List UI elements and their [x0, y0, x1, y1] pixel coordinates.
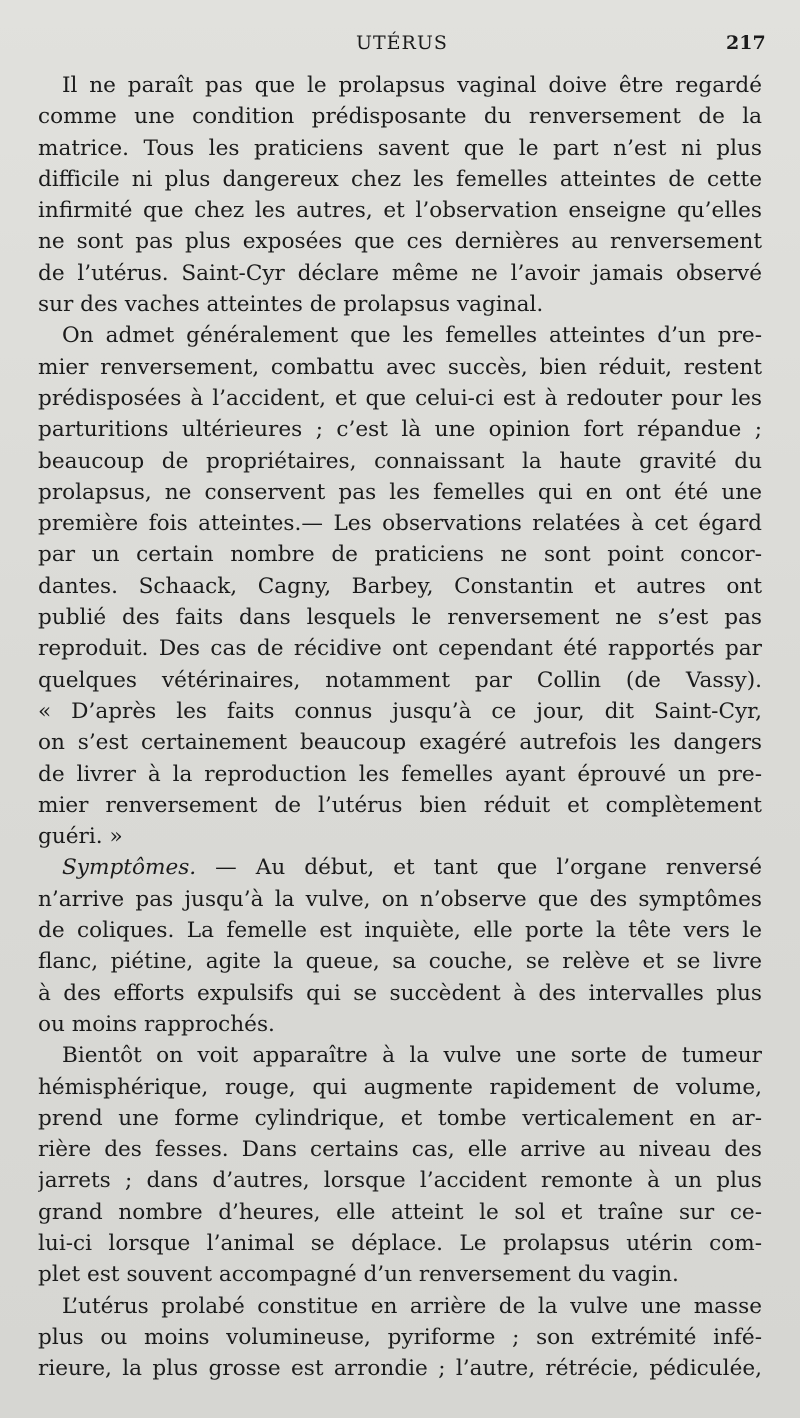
line-text: plus ou moins volumineuse, pyriforme ; son extrémité infé-	[38, 1324, 762, 1350]
text-line	[38, 1103, 762, 1134]
text-line	[38, 446, 762, 477]
text-line	[38, 164, 762, 195]
line-text: rieure, la plus grosse est arrondie ; l’autre, rétrécie, pédiculée,	[38, 1356, 762, 1382]
line-text: de coliques. La femelle est inquiète, elle porte la tête vers le	[38, 918, 762, 944]
line-text: de l’utérus. Saint-Cyr déclare même ne l’avoir jamais observé	[38, 260, 762, 286]
running-head: UTÉRUS	[356, 32, 448, 54]
section-heading: Symptômes.	[62, 855, 197, 881]
text-line	[38, 1165, 762, 1196]
text-line	[38, 602, 762, 633]
text-line	[38, 477, 762, 508]
text-line	[38, 133, 762, 164]
text-line	[38, 1009, 762, 1040]
line-text: n’arrive pas jusqu’à la vulve, on n’observe que des symptômes	[38, 886, 762, 912]
page-header	[0, 30, 800, 62]
line-text: — Au début, et tant que l’organe renversé	[196, 855, 762, 881]
text-line	[38, 759, 762, 790]
line-text: « D’après les faits connus jusqu’à ce jour, dit Saint-Cyr,	[38, 698, 762, 724]
line-text: lui-ci lorsque l’animal se déplace. Le prolapsus utérin com-	[38, 1230, 762, 1256]
line-text: matrice. Tous les praticiens savent que le part n’est ni plus	[38, 135, 762, 161]
line-text: L’utérus prolabé constitue en arrière de la vulve une masse	[62, 1293, 762, 1319]
line-text: reproduit. Des cas de récidive ont cependant été rapportés par	[38, 636, 762, 662]
text-line	[38, 1291, 762, 1322]
text-line	[38, 1040, 762, 1071]
text-line	[38, 320, 762, 351]
line-text: plet est souvent accompagné d’un renversement du vagin.	[38, 1262, 679, 1288]
line-text: publié des faits dans lesquels le renversement ne s’est pas	[38, 605, 762, 631]
line-text: comme une condition prédisposante du renversement de la	[38, 104, 762, 130]
line-text: rière des fesses. Dans certains cas, elle arrive au niveau des	[38, 1137, 762, 1163]
line-text: mier renversement, combattu avec succès, bien réduit, restent	[38, 354, 762, 380]
line-text: jarrets ; dans d’autres, lorsque l’accident remonte à un plus	[38, 1168, 762, 1194]
text-line	[38, 946, 762, 977]
page-number: 217	[726, 32, 766, 54]
text-line	[38, 1322, 762, 1353]
text-line	[38, 101, 762, 132]
line-text: quelques vétérinaires, notamment par Collin (de Vassy).	[38, 667, 762, 693]
line-text: flanc, piétine, agite la queue, sa couche, se relève et se livre	[38, 949, 762, 975]
line-text: prend une forme cylindrique, et tombe verticalement en ar-	[38, 1105, 762, 1131]
text-line	[38, 1072, 762, 1103]
text-line	[38, 852, 762, 883]
text-line	[38, 258, 762, 289]
text-line	[38, 383, 762, 414]
line-text: grand nombre d’heures, elle atteint le sol et traîne sur ce-	[38, 1199, 762, 1225]
text-line	[38, 226, 762, 257]
line-text: à des efforts expulsifs qui se succèdent à des intervalles plus	[38, 980, 762, 1006]
text-line	[38, 1353, 762, 1384]
line-text: ou moins rapprochés.	[38, 1011, 275, 1037]
line-text: de livrer à la reproduction les femelles ayant éprouvé un pre-	[38, 761, 762, 787]
text-line	[38, 727, 762, 758]
text-line	[38, 1228, 762, 1259]
text-line	[38, 633, 762, 664]
line-text: prédisposées à l’accident, et que celui-ci est à redouter pour les	[38, 385, 762, 411]
line-text: première fois atteintes.— Les observations relatées à cet égard	[38, 511, 762, 537]
text-line	[38, 665, 762, 696]
line-text: guéri. »	[38, 824, 123, 850]
text-line	[38, 790, 762, 821]
line-text: Il ne paraît pas que le prolapsus vaginal doive être regardé	[62, 73, 762, 98]
text-line	[38, 571, 762, 602]
text-line	[38, 352, 762, 383]
line-text: sur des vaches atteintes de prolapsus vaginal.	[38, 292, 544, 318]
line-text: parturitions ultérieures ; c’est là une opinion fort répandue ;	[38, 417, 762, 443]
text-line	[38, 1134, 762, 1165]
text-line	[38, 508, 762, 539]
line-text: dantes. Schaack, Cagny, Barbey, Constantin et autres ont	[38, 573, 762, 599]
text-line	[38, 696, 762, 727]
line-text: On admet généralement que les femelles atteintes d’un pre-	[62, 323, 762, 349]
text-line	[38, 70, 762, 101]
line-text: hémisphérique, rouge, qui augmente rapidement de volume,	[38, 1074, 762, 1100]
line-text: prolapsus, ne conservent pas les femelles qui en ont été une	[38, 479, 762, 505]
text-line	[38, 289, 762, 320]
text-line	[38, 884, 762, 915]
line-text: Bientôt on voit apparaître à la vulve une sorte de tumeur	[62, 1043, 762, 1069]
text-line	[38, 821, 762, 852]
line-text: on s’est certainement beaucoup exagéré autrefois les dangers	[38, 730, 762, 756]
line-text: beaucoup de propriétaires, connaissant la haute gravité du	[38, 448, 762, 474]
text-line	[38, 539, 762, 570]
line-text: difficile ni plus dangereux chez les femelles atteintes de cette	[38, 166, 762, 192]
line-text: infirmité que chez les autres, et l’observation enseigne qu’elles	[38, 198, 762, 224]
text-line	[38, 1259, 762, 1290]
text-line	[38, 1197, 762, 1228]
line-text: par un certain nombre de praticiens ne sont point concor-	[38, 542, 762, 568]
line-text: mier renversement de l’utérus bien réduit et complètement	[38, 792, 762, 818]
text-line	[38, 915, 762, 946]
text-line	[38, 195, 762, 226]
line-text: ne sont pas plus exposées que ces dernières au renversement	[38, 229, 762, 255]
body-text	[38, 70, 762, 1384]
text-line	[38, 978, 762, 1009]
text-line	[38, 414, 762, 445]
